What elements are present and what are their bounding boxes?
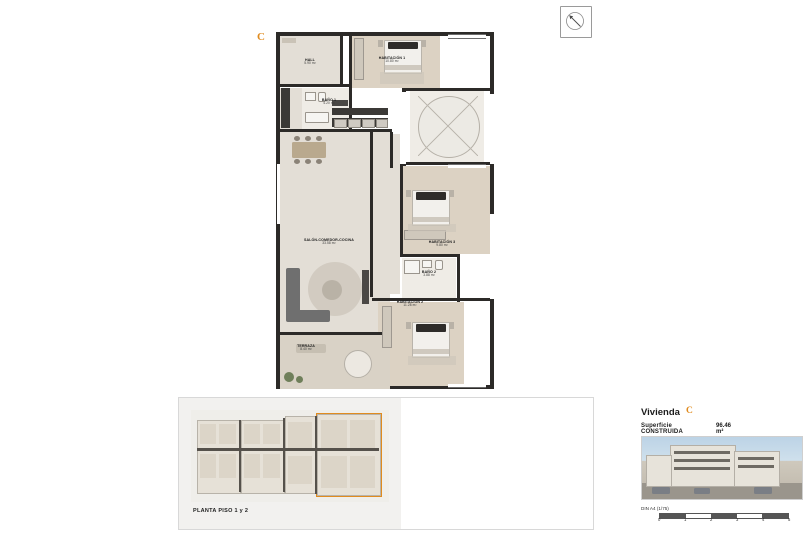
sink-bath2 xyxy=(422,260,432,268)
room-name: HALL xyxy=(305,58,315,62)
nightstand-bedroom3-a xyxy=(406,190,411,197)
dining-chair-5 xyxy=(305,159,311,164)
terrace-table xyxy=(344,350,372,378)
info-band xyxy=(178,397,791,530)
nightstand-bedroom3-b xyxy=(449,190,454,197)
wall-partition-7 xyxy=(400,254,460,257)
rug-bedroom1 xyxy=(380,72,424,84)
photo-car-2 xyxy=(694,488,710,494)
surface-label: Superficie CONSTRUIDA xyxy=(641,423,683,435)
nightstand-bedroom2-a xyxy=(406,322,411,329)
room-name: HABITACIÓN 2 xyxy=(396,300,424,304)
key-plan-panel xyxy=(179,398,402,529)
room-area: 4.20 m² xyxy=(323,101,335,106)
dining-chair-1 xyxy=(294,136,300,141)
dining-table xyxy=(292,142,326,158)
wall-partition-11 xyxy=(390,132,393,168)
wall-partition-12 xyxy=(406,88,490,91)
bed-bedroom3 xyxy=(412,190,450,226)
room-label-terrace xyxy=(284,344,328,352)
building-photo xyxy=(641,436,803,500)
key-plan-room xyxy=(219,424,236,444)
scale-ticks xyxy=(655,517,795,525)
wall-partition-6 xyxy=(400,164,403,256)
room-area: 3.88 m² xyxy=(423,273,435,278)
unit-title: Vivienda xyxy=(641,407,680,418)
key-plan-caption: PLANTA PISO 1 y 2 xyxy=(193,508,249,514)
rug-bedroom3 xyxy=(408,224,456,232)
wall-bay-right3 xyxy=(490,299,494,389)
key-plan-divider xyxy=(283,418,285,492)
dining-chair-3 xyxy=(316,136,322,141)
fridge xyxy=(376,119,388,128)
unit-info-panel xyxy=(401,398,791,529)
wall-partition-2 xyxy=(280,84,350,87)
terrace-plant-2 xyxy=(296,376,303,383)
apartment-plan xyxy=(272,14,497,389)
scale-tick: 4 xyxy=(762,517,765,522)
coffee-table xyxy=(322,280,342,300)
room-name: BAÑO 1 xyxy=(321,98,337,102)
window-living xyxy=(277,164,280,224)
terrace-plant-1 xyxy=(284,372,294,382)
wall-bay-right2 xyxy=(490,164,494,214)
unit-letter: C xyxy=(686,406,693,416)
key-plan-room xyxy=(321,420,347,450)
kitchen-appliance-1 xyxy=(334,119,347,128)
window-bed1 xyxy=(448,34,486,39)
room-name: HABITACIÓN 3 xyxy=(428,240,456,244)
photo-window-row xyxy=(674,467,730,470)
room-label-bedroom2 xyxy=(380,300,440,308)
key-plan-room xyxy=(200,424,216,444)
key-plan-room xyxy=(244,454,260,478)
photo-building-left xyxy=(646,455,672,487)
room-name: HABITACIÓN 1 xyxy=(378,56,406,60)
rug-bedroom2 xyxy=(408,356,456,365)
key-plan-diagram xyxy=(191,410,389,502)
key-plan-room xyxy=(200,454,216,478)
room-name: TERRAZA xyxy=(297,344,315,348)
sofa-living xyxy=(286,268,300,314)
bathtub-bath1 xyxy=(305,112,329,123)
dining-chair-4 xyxy=(294,159,300,164)
scale-tick: 5 xyxy=(788,517,791,522)
sofa-living-chaise xyxy=(286,310,330,322)
room-name: SALÓN-COMEDOR-COCINA xyxy=(304,238,354,242)
kitchen-appliance-3 xyxy=(362,119,375,128)
key-plan-room xyxy=(219,454,236,478)
dining-chair-2 xyxy=(305,136,311,141)
key-plan-room xyxy=(244,424,260,444)
room-label-bath1 xyxy=(308,98,350,106)
window-bed3 xyxy=(448,164,486,168)
key-plan-room xyxy=(288,422,312,448)
kitchen-appliance-2 xyxy=(348,119,361,128)
nightstand-bedroom1-a xyxy=(378,40,383,47)
room-area: 9.80 m² xyxy=(436,243,448,248)
room-label-hall xyxy=(286,58,334,66)
key-plan-room xyxy=(263,454,280,478)
scale-tick: 2 xyxy=(710,517,713,522)
room-label-living xyxy=(288,238,370,246)
scale-tick: 0 xyxy=(658,517,661,522)
wall-partition-5 xyxy=(370,132,373,297)
unit-badge: C xyxy=(257,31,265,43)
wall-partition-4 xyxy=(280,129,392,132)
key-plan-room xyxy=(288,456,312,484)
dining-chair-6 xyxy=(316,159,322,164)
tv-unit xyxy=(362,270,369,304)
key-plan-room xyxy=(350,456,375,488)
scale-tick: 1 xyxy=(684,517,687,522)
wall-partition-8 xyxy=(457,254,460,302)
surface-value: 96.46 m² xyxy=(716,423,732,435)
wall-bay-right xyxy=(490,32,494,94)
photo-window-row xyxy=(738,465,774,468)
room-label-bedroom1 xyxy=(362,56,422,64)
room-label-bedroom3 xyxy=(412,240,472,248)
wall-partition-1 xyxy=(340,36,343,86)
key-plan-corridor xyxy=(197,448,379,451)
photo-car-1 xyxy=(652,487,670,494)
photo-window-row xyxy=(674,451,730,454)
nightstand-bedroom1-b xyxy=(421,40,426,47)
room-label-bath2 xyxy=(406,270,452,278)
key-plan-room xyxy=(321,456,347,488)
north-arrow-icon xyxy=(560,6,592,38)
wall-partition-10 xyxy=(280,332,392,335)
room-corridor-fill xyxy=(372,134,400,294)
photo-window-row xyxy=(674,459,730,462)
wardrobe-bedroom2 xyxy=(382,306,392,348)
photo-car-3 xyxy=(754,487,772,494)
kitchen-counter-left xyxy=(281,88,290,128)
nightstand-bedroom2-b xyxy=(449,322,454,329)
scale-tick: 3 xyxy=(736,517,739,522)
key-plan-divider xyxy=(239,420,241,492)
photo-window-row xyxy=(738,457,774,460)
room-area: 11.28 m² xyxy=(403,303,417,308)
key-plan-divider xyxy=(315,416,317,494)
scale-note: DIN A4 (1/75) xyxy=(641,506,669,511)
window-bed2 xyxy=(448,384,486,388)
room-area: 8.40 m² xyxy=(300,347,312,352)
room-area: 33.58 m² xyxy=(322,241,336,246)
hall-cabinet xyxy=(282,38,296,43)
bed-bedroom2 xyxy=(412,322,450,358)
scale-bar-group xyxy=(641,506,801,522)
room-area: 10.80 m² xyxy=(385,59,399,64)
patio-cross-b xyxy=(418,96,478,156)
key-plan-room xyxy=(263,424,280,444)
room-name: BAÑO 2 xyxy=(421,270,437,274)
kitchen-counter-top xyxy=(332,108,388,115)
toilet-bath2 xyxy=(435,260,443,270)
room-area: 5.90 m² xyxy=(304,61,316,66)
key-plan-room xyxy=(350,420,375,450)
